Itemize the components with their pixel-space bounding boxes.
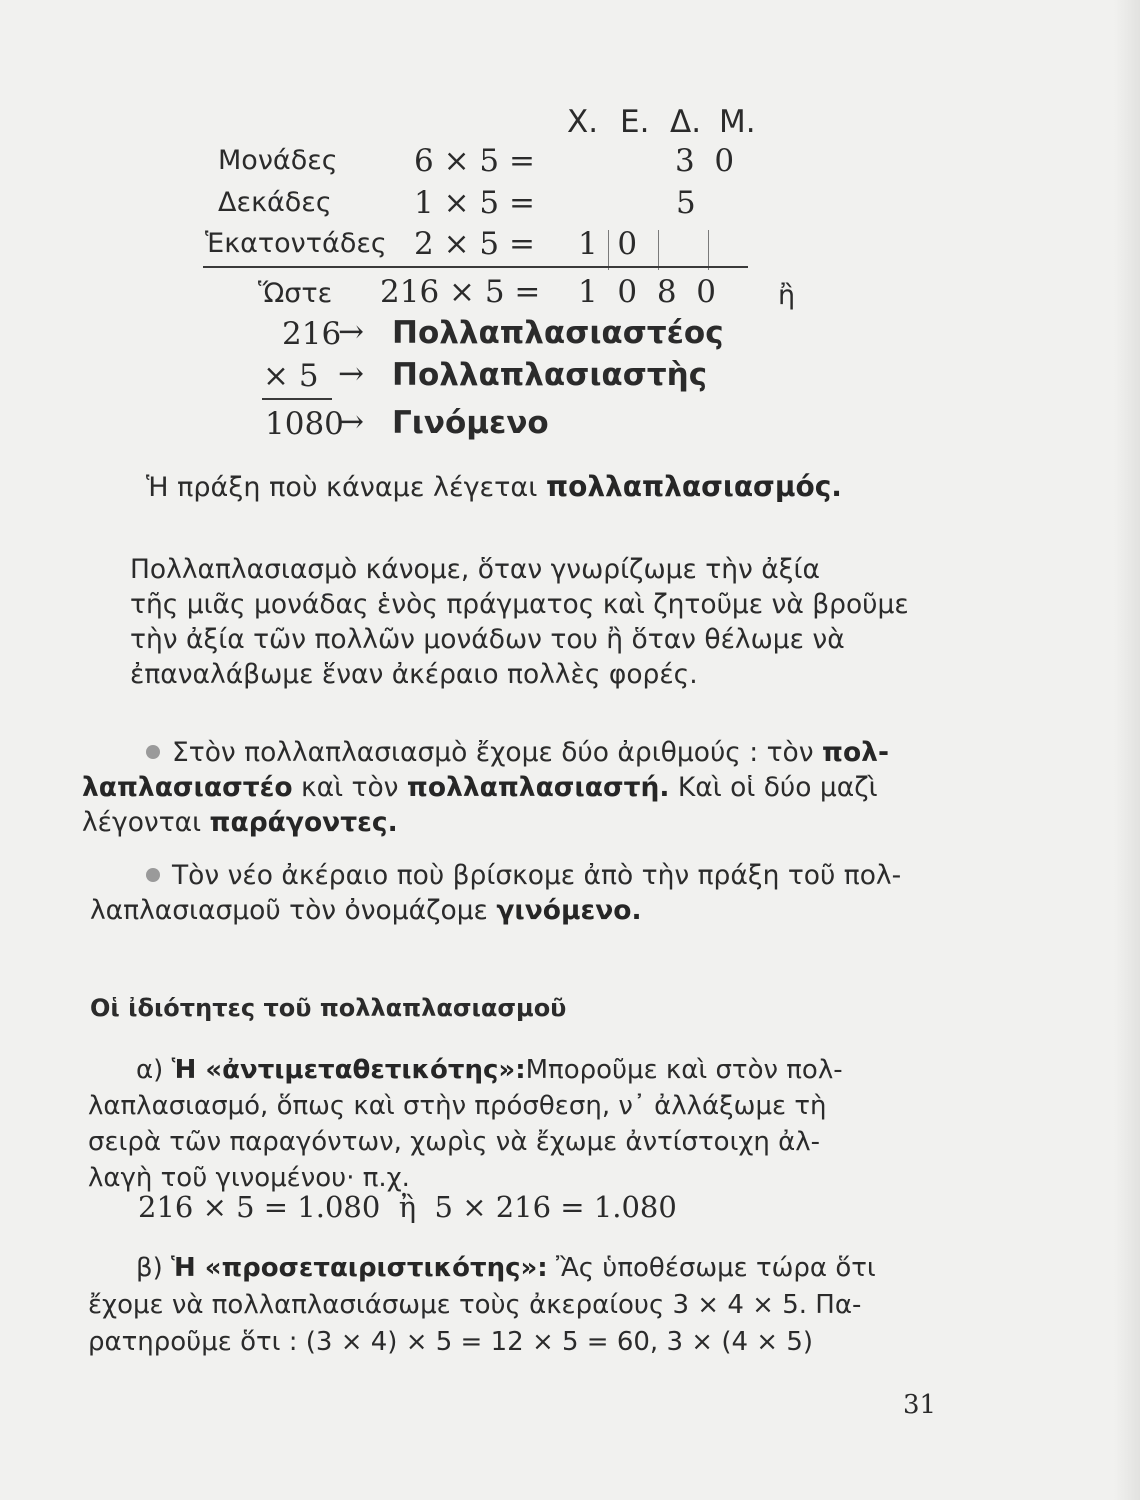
row-label: Ἑκατοντάδες [205,228,387,259]
total-result: 1 0 8 0 [578,274,717,310]
total-label: Ὥστε [258,278,333,309]
arrow-icon: → [338,404,364,440]
property-title: Ἡ «προσεταιριστικότης»: [171,1253,548,1283]
text-segment: Στὸν πολλαπλασιασμὸ ἔχομε δύο ἀριθμούς : τὸν [172,737,814,768]
text-line: ἔχομε νὰ πολλαπλασιάσωμε τοὺς ἀκεραίους 3 × 4 × 5. Πα- [88,1290,862,1320]
total-suffix: ἢ [778,280,796,311]
header-hundreds: Ε. [620,104,650,140]
sum-rule [203,266,748,268]
example-equation: 216 × 5 = 1.080 ἢ 5 × 216 = 1.080 [138,1190,677,1224]
header-thousands: Χ. [567,104,599,140]
text-line: ρατηροῦμε ὅτι : (3 × 4) × 5 = 12 × 5 = 60, 3 × (4 × 5) [88,1327,814,1357]
header-tens: Δ. [670,104,702,140]
text-segment: Καὶ οἱ δύο μαζὶ [677,772,878,803]
text-segment: Ἂς ὑποθέσωμε τώρα ὅτι [555,1253,876,1283]
column-separator [708,230,709,270]
scheme-value: 1080 [265,406,344,442]
bullet-icon [146,868,160,882]
scheme-value: 216 [282,316,342,352]
definition-paragraph [130,552,909,692]
row-label: Δεκάδες [218,187,332,218]
scheme-term: Γινόμενο [392,405,549,441]
text-segment: λαπλασιασμοῦ τὸν ὀνομάζομε [90,895,488,926]
row-label: Μονάδες [218,145,338,176]
total-expression: 216 × 5 = [380,274,541,310]
list-marker: β) [136,1253,163,1283]
bold-term: γινόμενο. [496,895,642,926]
text-segment: καὶ τὸν [301,772,399,803]
intro-sentence [146,470,842,503]
bullet-paragraph-factors [82,735,889,840]
property-commutative [88,1052,843,1196]
text-segment: λέγονται [82,807,202,838]
bold-term: παράγοντες. [209,807,398,838]
bold-term: πολλαπλασιαστή. [406,772,670,803]
row-expression: 6 × 5 = [414,143,535,179]
intro-text: Ἡ πράξη ποὺ κάναμε λέγεται [146,472,538,503]
column-separator [658,230,659,270]
text-line: Πολλαπλασιασμὸ κάνομε, ὅταν γνωρίζωμε τὴν ἀξία [130,554,820,585]
header-units: Μ. [719,104,756,140]
text-line: τῆς μιᾶς μονάδας ἑνὸς πράγματος καὶ ζητοῦμε νὰ βροῦμε [130,589,909,620]
arrow-icon: → [338,314,364,350]
page-edge-shadow [1114,0,1140,1500]
bullet-paragraph-product [90,858,901,928]
scheme-value: × 5 [263,358,319,394]
page-number: 31 [903,1390,937,1420]
row-result: 5 [676,185,696,221]
row-result: 1 0 [578,226,638,262]
bold-term: πολ- [822,737,889,768]
product-rule [262,398,332,400]
text-line: λαγὴ τοῦ γινομένου· π.χ. [88,1163,410,1193]
row-expression: 2 × 5 = [414,226,535,262]
bold-term: λαπλασιαστέο [82,772,293,803]
text-line: λαπλασιασμό, ὅπως καὶ στὴν πρόσθεση, ν᾿ ἀλλάξωμε τὴ [88,1091,827,1121]
text-line: τὴν ἀξία τῶν πολλῶν μονάδων του ἢ ὅταν θέλωμε νὰ [130,624,845,655]
list-marker: α) [136,1055,164,1085]
text-segment: Μποροῦμε καὶ στὸν πολ- [525,1055,843,1085]
text-line: ἐπαναλάβωμε ἕναν ἀκέραιο πολλὲς φορές. [130,659,698,690]
scheme-term: Πολλαπλασιαστὴς [392,357,708,393]
row-result: 3 0 [675,143,735,179]
section-heading: Οἱ ἰδιότητες τοῦ πολλαπλασιασμοῦ [90,994,567,1022]
arrow-icon: → [338,356,364,392]
property-title: Ἡ «ἀντιμεταθετικότης»: [171,1055,526,1085]
bullet-icon [146,745,160,759]
text-line: σειρὰ τῶν παραγόντων, χωρὶς νὰ ἔχωμε ἀντίστοιχη ἀλ- [88,1127,821,1157]
property-associative [88,1250,876,1361]
scheme-term: Πολλαπλασιαστέος [392,315,724,351]
intro-term: πολλαπλασιασμός. [545,470,842,503]
row-expression: 1 × 5 = [414,185,535,221]
text-segment: Τὸν νέο ἀκέραιο ποὺ βρίσκομε ἀπὸ τὴν πράξη τοῦ πολ- [172,860,902,891]
